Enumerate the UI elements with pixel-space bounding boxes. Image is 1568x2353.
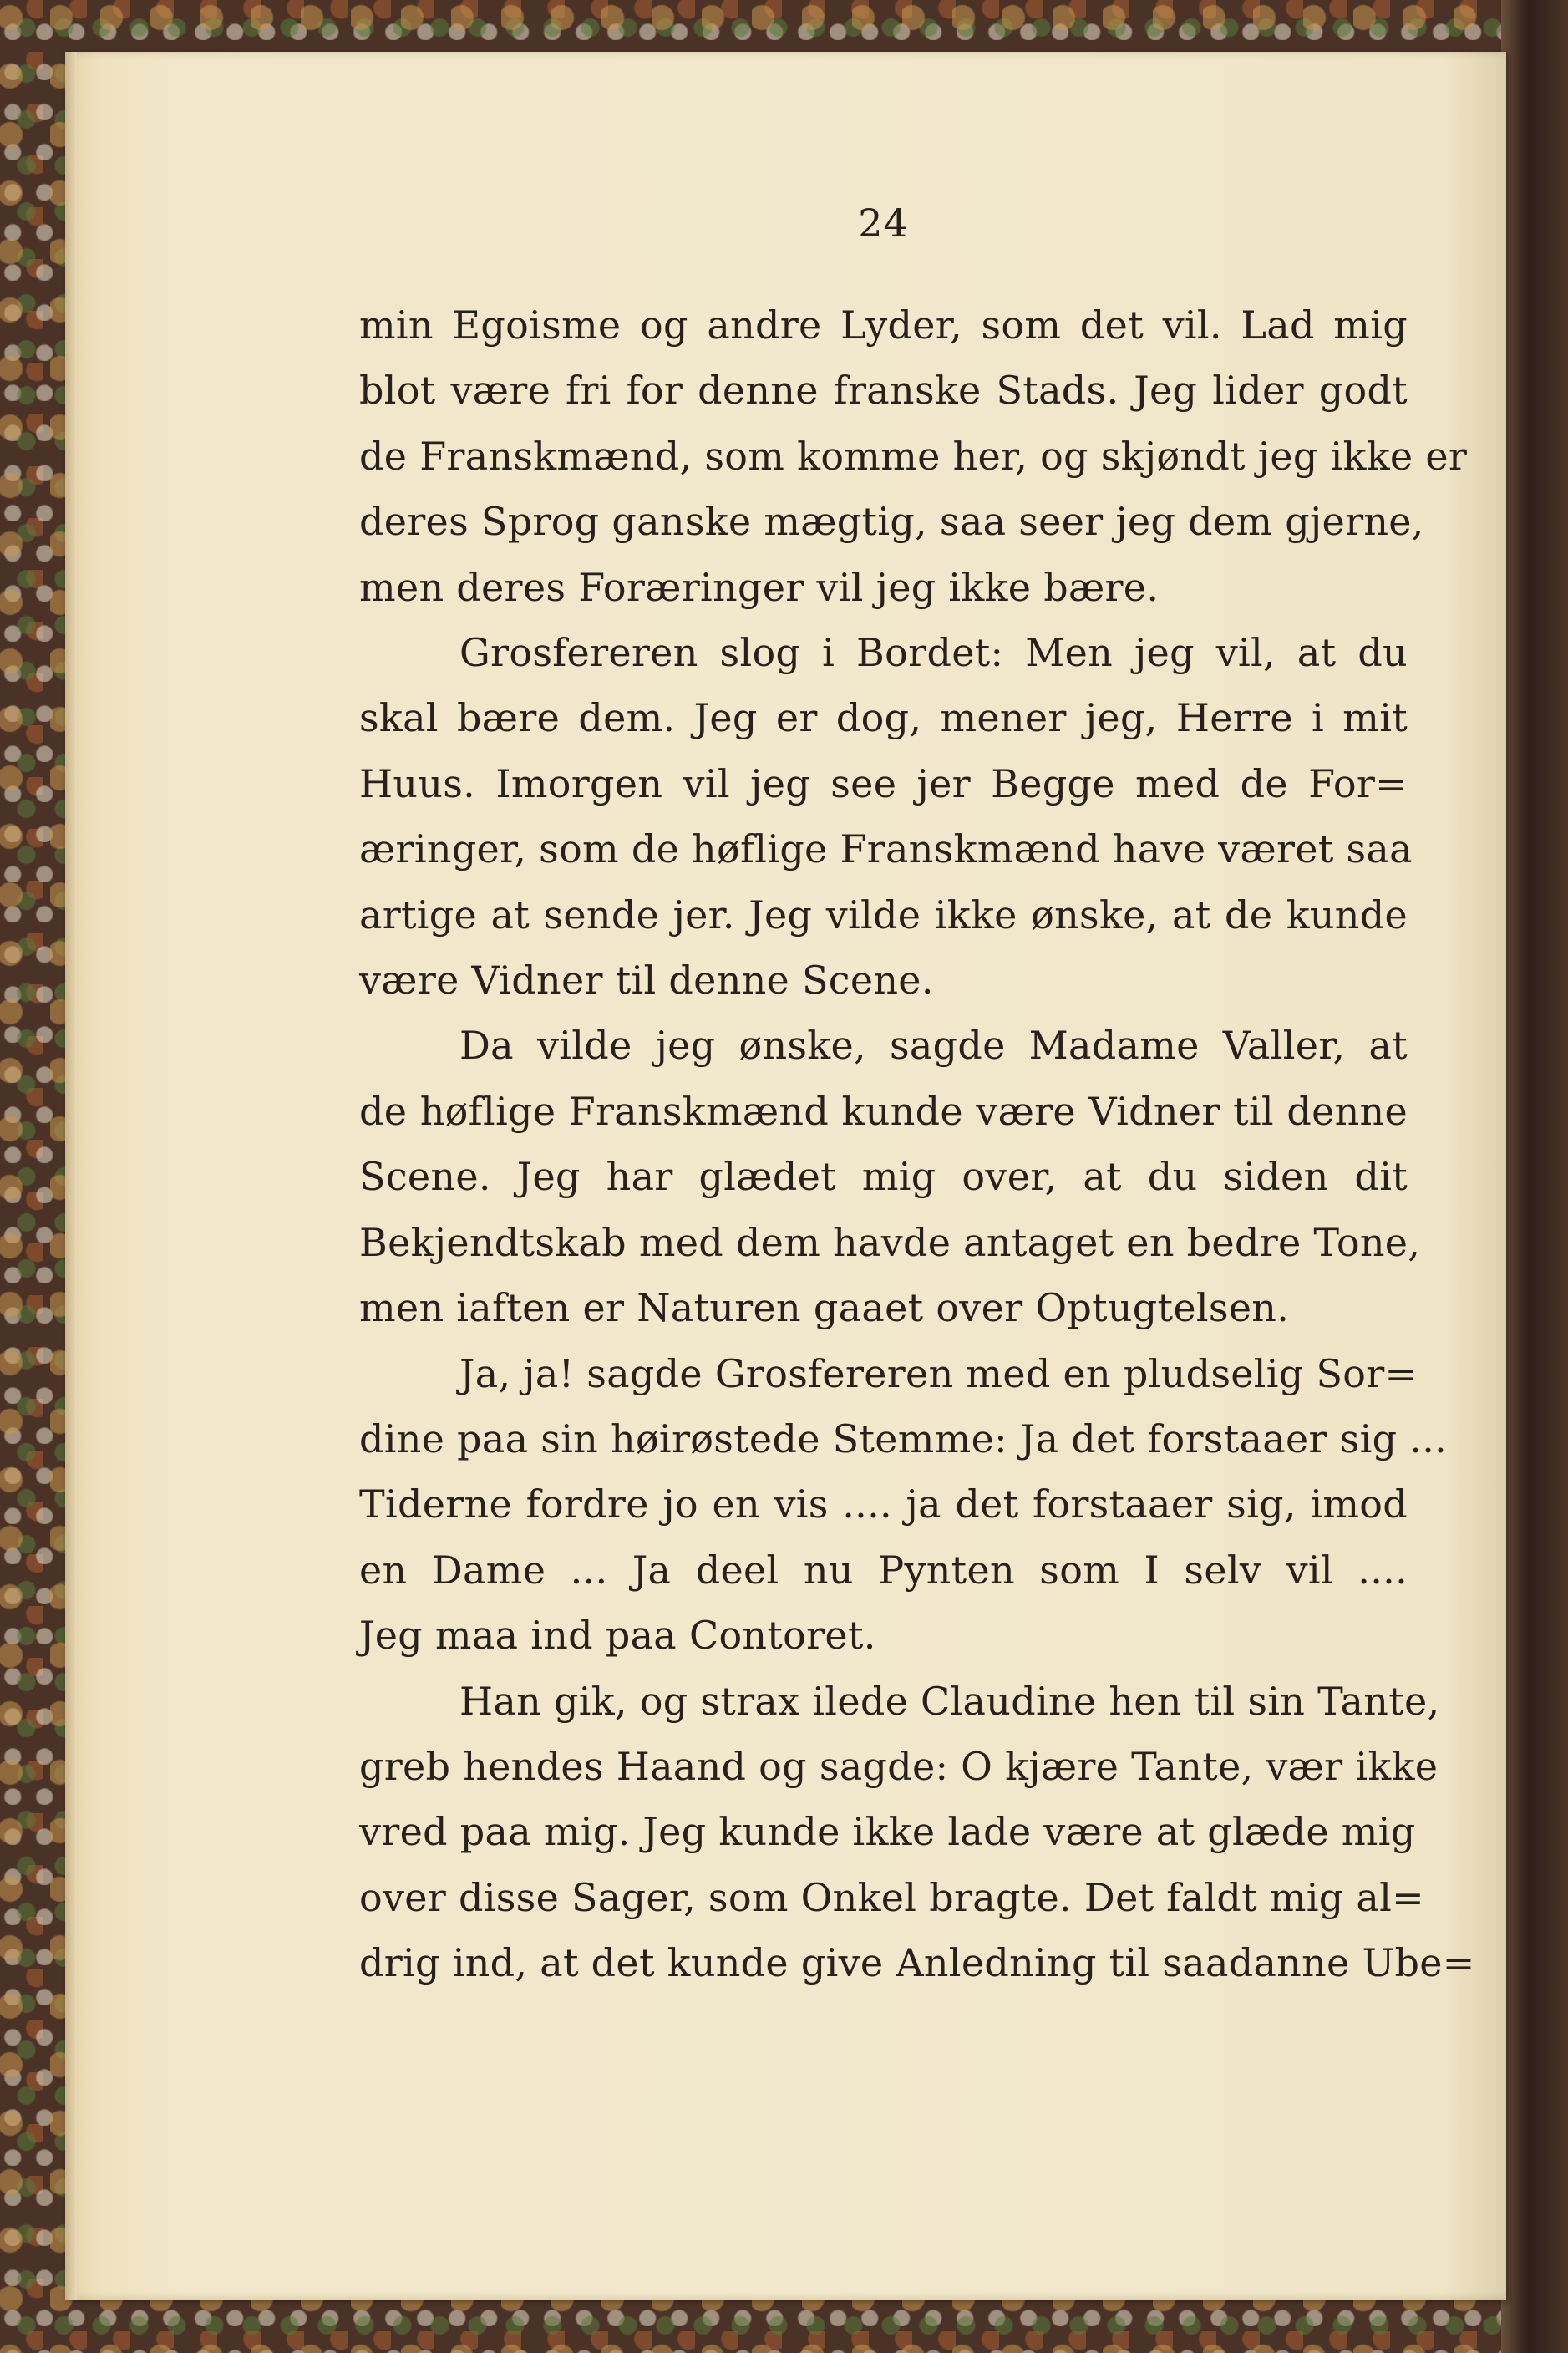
text-line: men deres Foræringer vil jeg ikke bære. <box>359 564 1160 610</box>
text-line: en Dame ... Ja deel nu Pynten som I selv vil .... <box>359 1547 1408 1593</box>
text-line: vred paa mig. Jeg kunde ikke lade være at glæde mig <box>359 1809 1416 1855</box>
text-line: skal bære dem. Jeg er dog, mener jeg, Herre i mit <box>359 695 1408 741</box>
text-line: men iaften er Naturen gaaet over Optugtelsen. <box>359 1285 1290 1331</box>
text-line: være Vidner til denne Scene. <box>359 958 934 1004</box>
text-line: Jeg maa ind paa Contoret. <box>359 1613 876 1659</box>
page-number: 24 <box>858 201 909 246</box>
text-line: Da vilde jeg ønske, sagde Madame Valler, at <box>459 1023 1408 1069</box>
text-line: de høflige Franskmænd kunde være Vidner til denne <box>359 1088 1408 1134</box>
text-line: Scene. Jeg har glædet mig over, at du siden dit <box>359 1154 1408 1200</box>
text-line: blot være fri for denne franske Stads. Jeg lider godt <box>359 368 1408 414</box>
text-line: min Egoisme og andre Lyder, som det vil. Lad mig <box>359 302 1408 348</box>
text-line: Huus. Imorgen vil jeg see jer Begge med de For= <box>359 760 1408 806</box>
paragraph <box>359 1341 1448 1669</box>
text-line: Han gik, og strax ilede Claudine hen til sin Tante, <box>459 1678 1440 1724</box>
text-line: artige at sende jer. Jeg vilde ikke ønske, at de kunde <box>359 892 1408 938</box>
paragraph <box>359 1013 1421 1340</box>
paragraph <box>359 292 1468 620</box>
text-line: Ja, ja! sagde Grosfereren med en pludselig Sor= <box>459 1350 1418 1396</box>
text-line: over disse Sager, som Onkel bragte. Det faldt mig al= <box>359 1874 1424 1920</box>
text-line: dine paa sin høirøstede Stemme: Ja det forstaaer sig ... <box>359 1415 1448 1461</box>
text-line: Bekjendtskab med dem havde antaget en bedre Tone, <box>359 1219 1421 1265</box>
text-line: æringer, som de høflige Franskmænd have været saa <box>359 826 1413 872</box>
text-line: de Franskmænd, som komme her, og skjøndt jeg ikke er <box>359 433 1468 479</box>
text-line: Tiderne fordre jo en vis .... ja det forstaaer sig, imod <box>359 1481 1408 1527</box>
paragraph <box>359 620 1413 1013</box>
paragraph <box>359 1669 1475 1996</box>
text-line: drig ind, at det kunde give Anledning til saadanne Ube= <box>359 1940 1475 1986</box>
page-edge <box>65 52 77 2300</box>
text-line: Grosfereren slog i Bordet: Men jeg vil, at du <box>459 630 1408 676</box>
body-text <box>359 292 1475 1996</box>
text-line: greb hendes Haand og sagde: O kjære Tante, vær ikke <box>359 1743 1439 1789</box>
book-spine <box>1501 0 1568 2353</box>
text-line: deres Sprog ganske mægtig, saa seer jeg dem gjerne, <box>359 499 1424 545</box>
